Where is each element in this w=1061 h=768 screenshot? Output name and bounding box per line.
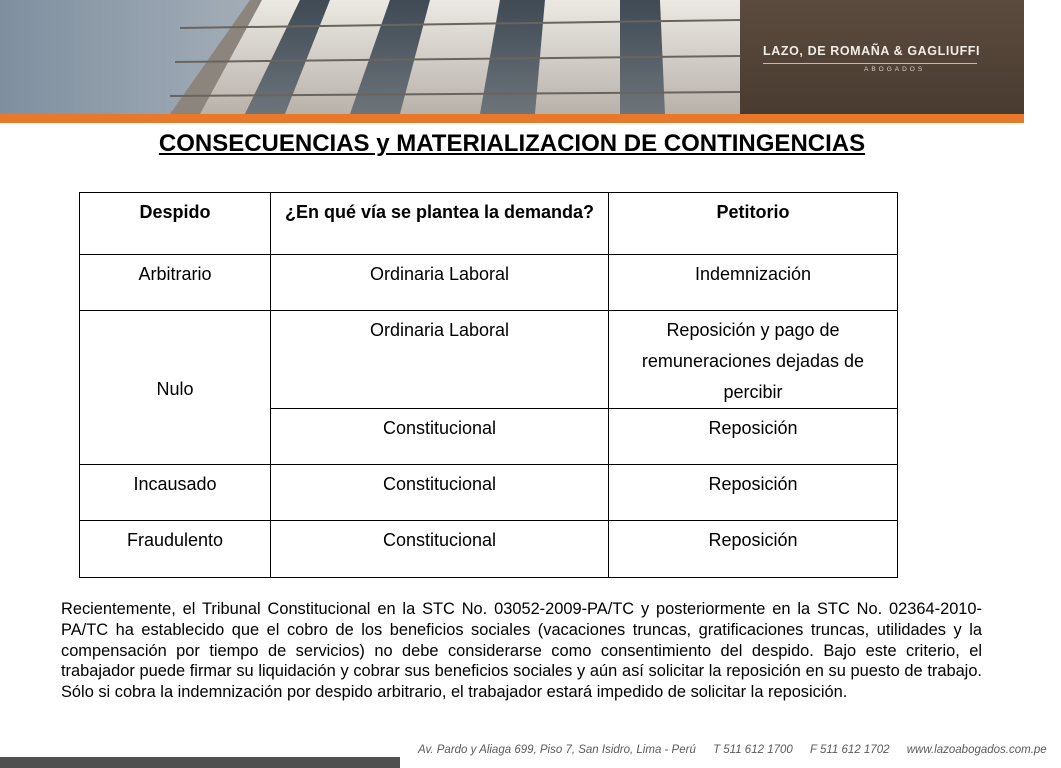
cell-petitorio: Indemnización [609, 255, 898, 311]
accent-bar [0, 114, 1024, 123]
cell-despido: Nulo [80, 311, 271, 465]
header-banner [0, 0, 1024, 114]
cell-despido: Fraudulento [80, 521, 271, 578]
explanatory-paragraph: Recientemente, el Tribunal Constitucional en la STC No. 03052-2009-PA/TC y posteriormente en la STC No. 02364-2010-PA/TC ha establecido que el cobro de los beneficios sociales (vacaciones truncas, gratificaciones truncas, utilidades y la compensación por tiempo de servicios) no debe considerarse como consentimiento del despido. Bajo este criterio, el trabajador puede firmar su liquidación y cobrar sus beneficios sociales y aún así solicitar la reposición en su puesto de trabajo. Sólo si cobra la indemnización por despido arbitrario, el trabajador estará impedido de solicitar la reposición. [61, 600, 982, 702]
cell-petitorio: Reposición [609, 409, 898, 465]
page-title: CONSECUENCIAS y MATERIALIZACION DE CONTINGENCIAS [158, 130, 866, 157]
table-header-row [80, 193, 898, 255]
footer-phone: T 511 612 1700 [713, 744, 793, 756]
firm-logo-name: LAZO, DE ROMAÑA & GAGLIUFFI [763, 44, 981, 58]
cell-petitorio: Reposición [609, 521, 898, 578]
cell-via: Constitucional [271, 521, 609, 578]
logo-divider [763, 63, 977, 64]
table-row [80, 255, 898, 311]
cell-despido: Incausado [80, 465, 271, 521]
footer-address: Av. Pardo y Aliaga 699, Piso 7, San Isidro, Lima - Perú [418, 744, 696, 756]
header-despido: Despido [80, 193, 271, 255]
cell-petitorio: Reposición y pago de remuneraciones dejadas de percibir [609, 311, 898, 409]
footer-fax: F 511 612 1702 [809, 744, 890, 756]
header-via-demanda: ¿En qué vía se plantea la demanda? [271, 193, 609, 255]
cell-via: Ordinaria Laboral [271, 255, 609, 311]
cell-petitorio: Reposición [609, 465, 898, 521]
table-row [80, 521, 898, 578]
footer-website: www.lazoabogados.com.pe [906, 744, 1047, 756]
footer-bar [0, 757, 400, 768]
contingencies-table [79, 192, 898, 578]
firm-logo-subtitle: ABOGADOS [864, 66, 926, 73]
footer-contact [418, 744, 1061, 756]
table-row [80, 311, 898, 409]
cell-despido: Arbitrario [80, 255, 271, 311]
cell-via: Constitucional [271, 465, 609, 521]
cell-via: Ordinaria Laboral [271, 311, 609, 409]
cell-via: Constitucional [271, 409, 609, 465]
table-row [80, 465, 898, 521]
header-petitorio: Petitorio [609, 193, 898, 255]
